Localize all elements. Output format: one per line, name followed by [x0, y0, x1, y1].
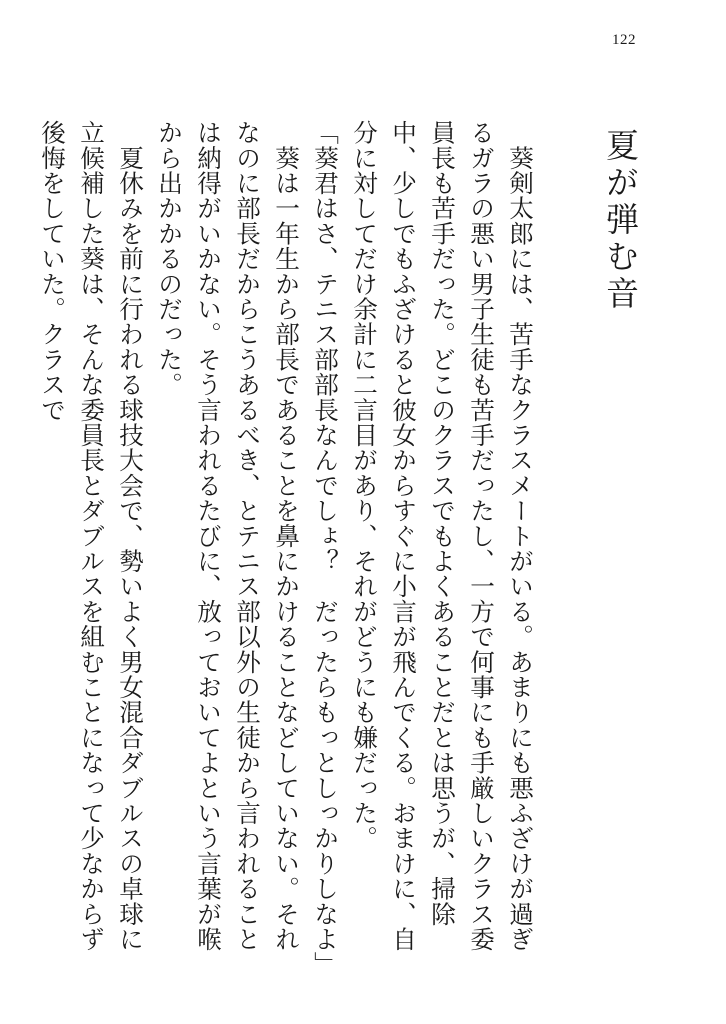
paragraph: 「葵君はさ、テニス部部長なんでしょ？ だったらもっとしっかりしなよ」 — [311, 120, 340, 977]
body-text — [38, 120, 540, 977]
page-number: 122 — [612, 32, 636, 48]
chapter-title: 夏が弾む音 — [601, 128, 640, 313]
paragraph: 夏休みを前に行われる球技大会で、勢いよく男女混合ダブルスの卓球に立候補した葵は、そんな委員長とダブルスを組むことになって少なからず後悔をしていた。クラスで — [38, 120, 145, 952]
paragraph: 葵は一年生から部長であることを鼻にかけることなどしていない。それなのに部長だからこうあるべき、とテニス部以外の生徒から言われることは納得がいかない。そう言われるたびに、放っておいてよという言葉が喉から出かかるのだった。 — [155, 120, 301, 952]
paragraph: 葵剣太郎には、苦手なクラスメートがいる。あまりにも悪ふざけが過ぎるガラの悪い男子生徒も苦手だったし、一方で何事にも手厳しいクラス委員長も苦手だった。どこのクラスでもよくあることだとは思うが、掃除中、少しでもふざけると彼女からすぐに小言が飛んでくる。おまけに、自分に対してだけ余計に二言目があり、それがどうにも嫌だった。 — [350, 120, 535, 952]
